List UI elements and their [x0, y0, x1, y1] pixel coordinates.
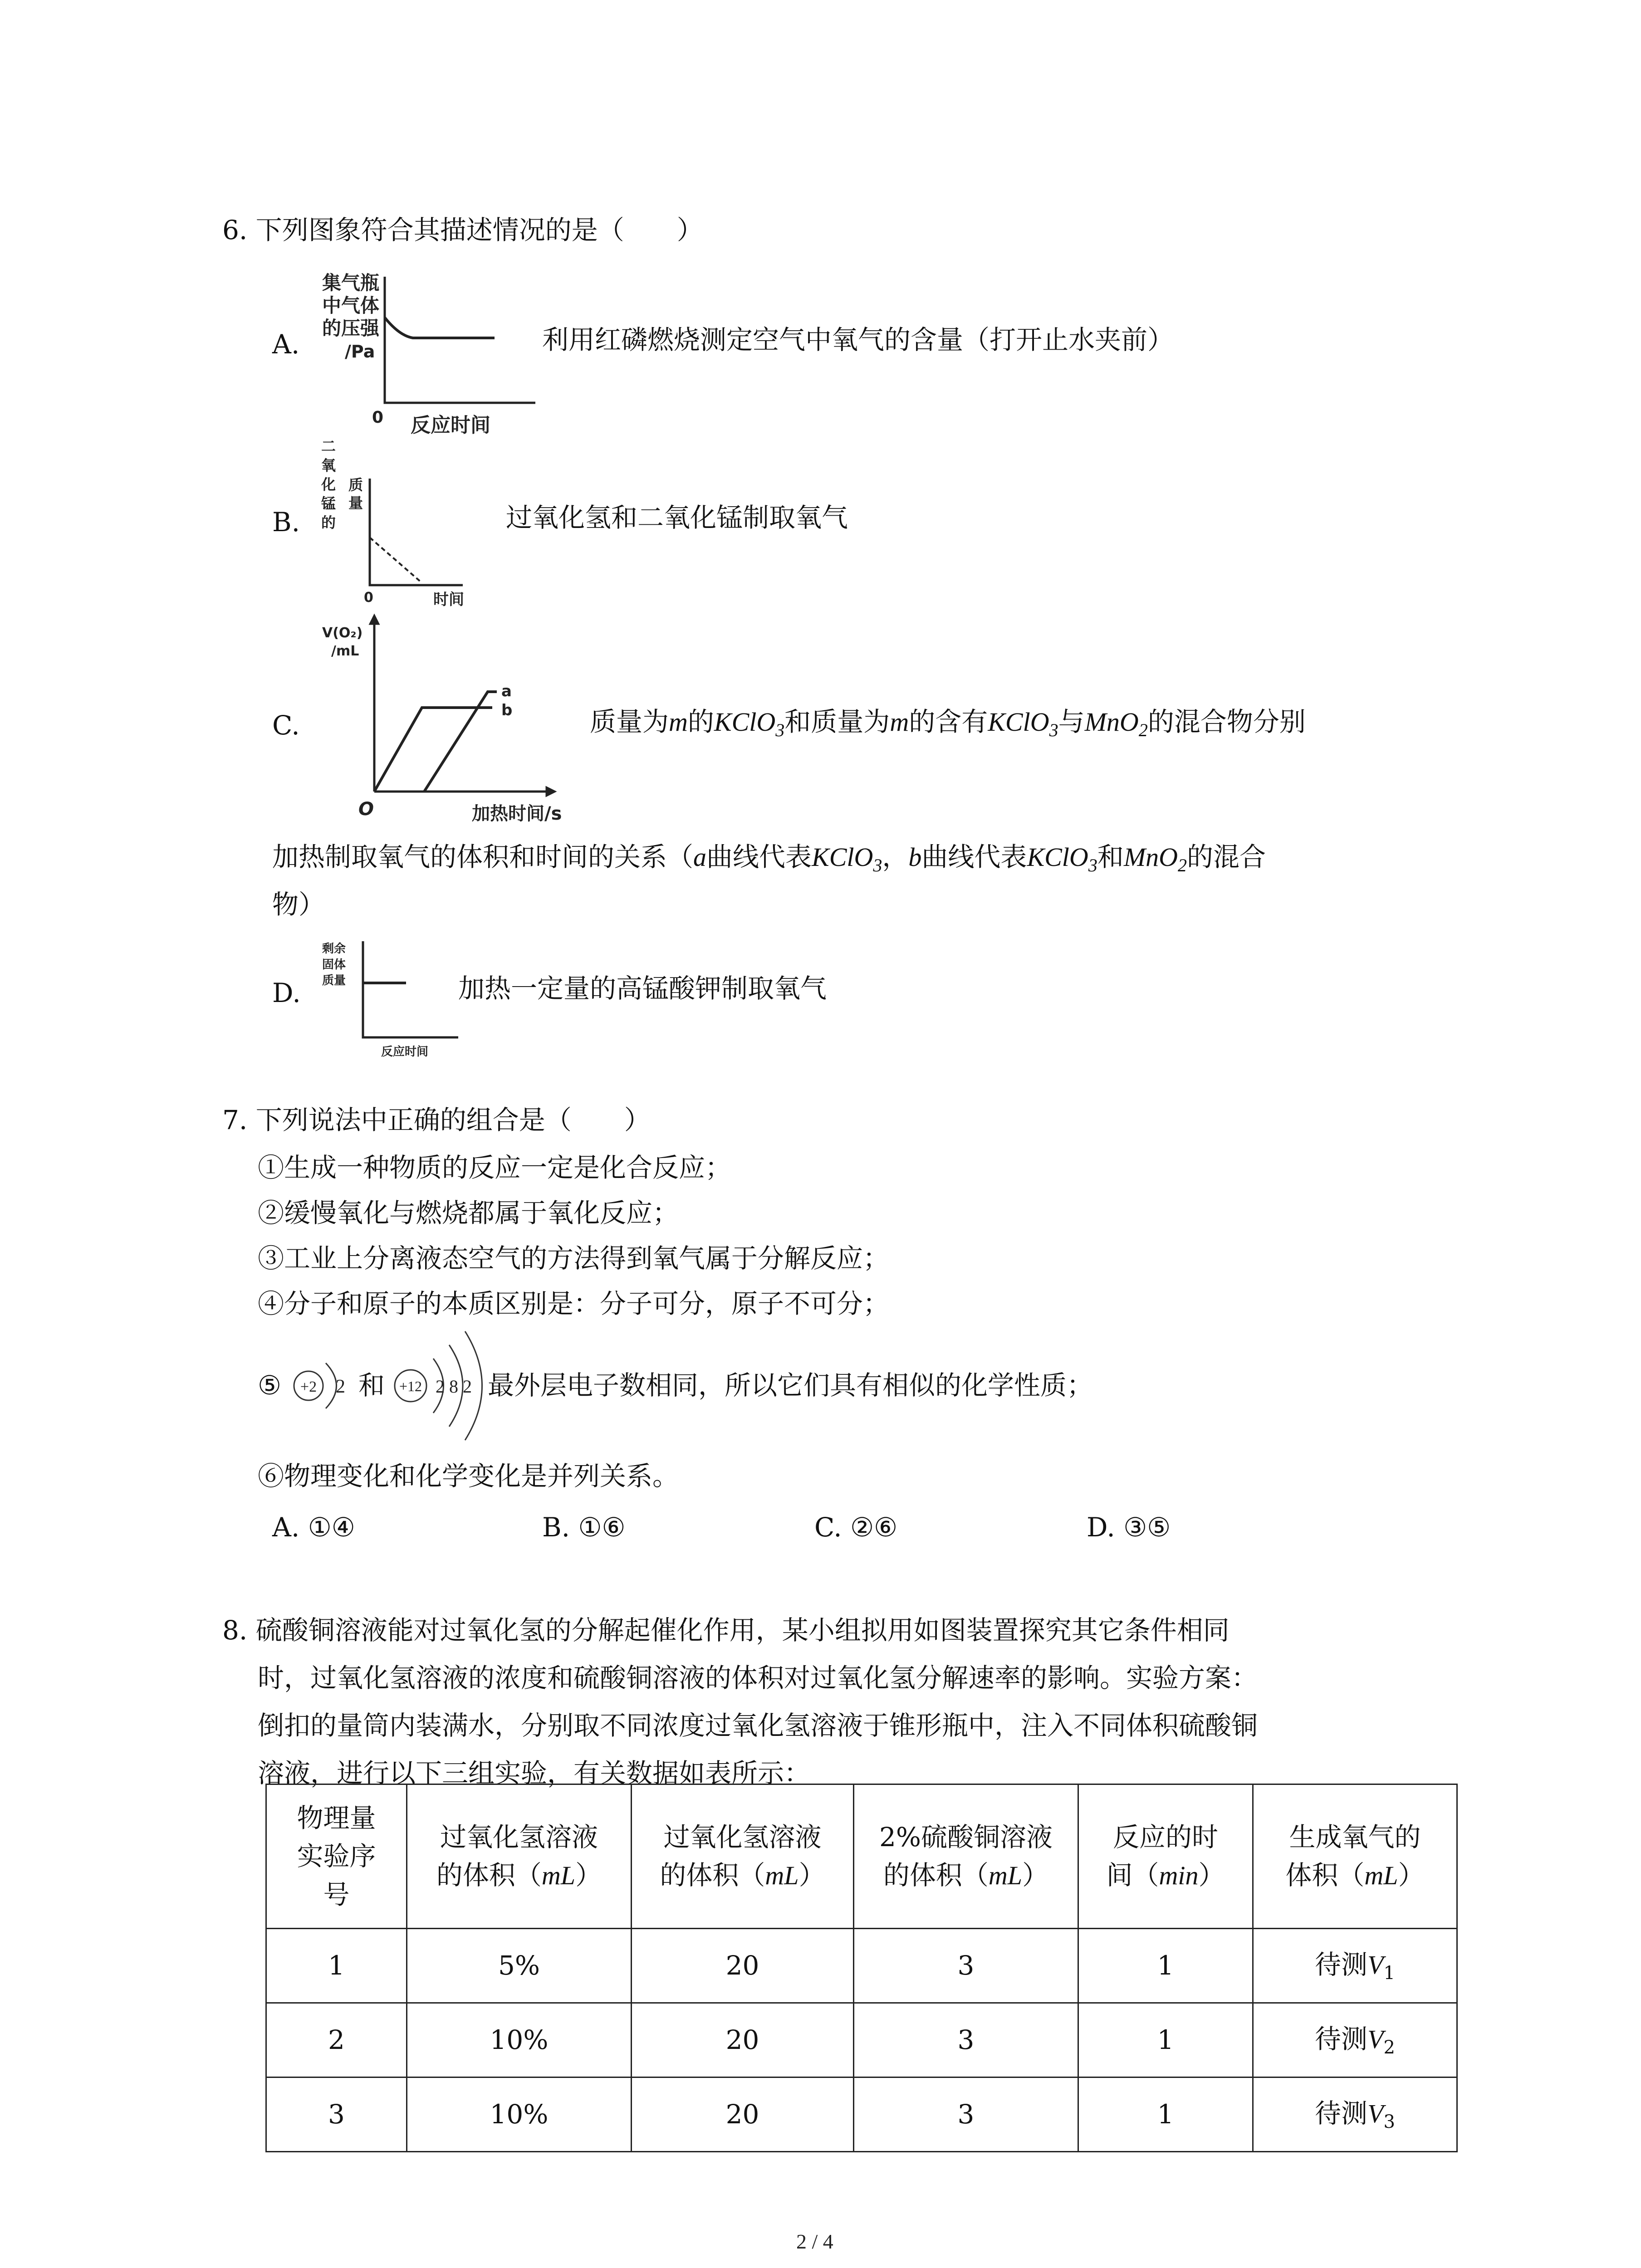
q6-option-c-letter: C.: [272, 710, 300, 741]
q7-item-5-prefix: ⑤: [258, 1370, 281, 1401]
graph-a-ylabel-1: 集气瓶: [322, 272, 380, 294]
q7-item-1: ①生成一种物质的反应一定是化合反应；: [258, 1152, 732, 1183]
helium-electron-shell: 2: [336, 1376, 345, 1397]
helium-nucleus-charge: +2: [300, 1378, 317, 1395]
graph-b-ylabel-1: 二: [321, 438, 336, 455]
graph-d-xlabel: 反应时间: [381, 1045, 429, 1059]
q6-option-c-text-line3: 物）: [272, 889, 325, 920]
row-2-cuso4-volume: 3: [854, 2003, 1078, 2077]
table-row: [266, 2077, 1457, 2152]
helium-atom-diagram: [290, 1352, 363, 1420]
q7-item-6: ⑥物理变化和化学变化是并列关系。: [258, 1461, 679, 1491]
q8-line-3: 倒扣的量筒内装满水，分别取不同浓度过氧化氢溶液于锥形瓶中，注入不同体积硫酸铜: [258, 1710, 1258, 1741]
table-row: [266, 1929, 1457, 2003]
graph-b-curve: [370, 538, 422, 583]
q6-option-c-text-line2: 加热制取氧气的体积和时间的关系（a曲线代表KClO$_3$，b曲线代表KClO$_3$和MnO$_2$的混合: [272, 841, 1266, 875]
graph-c-series-b: b: [501, 701, 513, 719]
q8-line-2: 时，过氧化氢溶液的浓度和硫酸铜溶液的体积对过氧化氢分解速率的影响。实验方案：: [258, 1662, 1258, 1693]
graph-b-ylabel-2: 氧: [321, 457, 336, 474]
graph-d-ylabel-1: 剩余: [322, 942, 346, 956]
q7-item-4: ④分子和原子的本质区别是：分子可分，原子不可分；: [258, 1288, 890, 1319]
graph-a-ylabel-2: 中气体: [322, 294, 380, 317]
row-2-oxygen-volume: 待测$V_2$: [1253, 2003, 1457, 2077]
row-1-oxygen-volume: 待测$V_1$: [1253, 1929, 1457, 2003]
row-2-h2o2-volume: 20: [632, 2003, 854, 2077]
header-cell-cuso4-volume: 2%硫酸铜溶液 的体积（mL）: [854, 1784, 1078, 1929]
row-1-time: 1: [1078, 1929, 1253, 2003]
magnesium-electron-shells: 2 8 2: [436, 1376, 472, 1397]
q7-option-d: D. ③⑤: [1087, 1512, 1171, 1543]
header-cell-h2o2-concentration: 过氧化氢溶液 的体积（mL）: [407, 1784, 632, 1929]
graph-d-axes: [363, 941, 458, 1037]
graph-d-ylabel-2: 固体: [322, 958, 346, 972]
graph-c-ylabel-2: /mL: [331, 643, 359, 659]
row-2-number: 2: [266, 2003, 407, 2077]
graph-b-ylabel-3: 化: [321, 476, 336, 493]
row-3-oxygen-volume: 待测$V_3$: [1253, 2077, 1457, 2152]
graph-c-series-a: a: [501, 682, 512, 700]
row-2-concentration: 10%: [407, 2003, 632, 2077]
graph-b-origin: 0: [364, 590, 373, 606]
row-3-number: 3: [266, 2077, 407, 2152]
q7-item-5-text: 最外层电子数相同，所以它们具有相似的化学性质；: [488, 1370, 1093, 1401]
graph-b-axes: [370, 479, 463, 585]
residual-solid-mass-graph: [313, 932, 467, 1059]
header-cell-oxygen-volume: 生成氧气的 体积（mL）: [1253, 1784, 1457, 1929]
q6-option-a-text: 利用红磷燃烧测定空气中氧气的含量（打开止水夹前）: [542, 324, 1174, 355]
graph-c-xlabel: 加热时间/s: [472, 803, 562, 824]
q6-stem: 6. 下列图象符合其描述情况的是（ ）: [222, 215, 703, 245]
q7-item-2: ②缓慢氧化与燃烧都属于氧化反应；: [258, 1198, 679, 1228]
magnesium-nucleus-charge: +12: [399, 1378, 422, 1394]
row-2-time: 1: [1078, 2003, 1253, 2077]
q7-item-5-and: 和: [358, 1370, 385, 1401]
graph-b-ylabel2-1: 质: [348, 476, 363, 494]
q7-stem: 7. 下列说法中正确的组合是（ ）: [222, 1105, 651, 1135]
graph-a-ylabel-3: 的压强: [322, 317, 380, 339]
row-1-h2o2-volume: 20: [632, 1929, 854, 2003]
graph-c-ylabel-1: V(O₂): [322, 625, 363, 641]
q6-option-b-letter: B.: [272, 507, 300, 538]
oxygen-volume-graph: [313, 610, 567, 828]
row-1-concentration: 5%: [407, 1929, 632, 2003]
graph-b-ylabel2-2: 量: [348, 494, 363, 512]
row-1-cuso4-volume: 3: [854, 1929, 1078, 2003]
q8-line-1: 8. 硫酸铜溶液能对过氧化氢的分解起催化作用，某小组拟用如图装置探究其它条件相同: [222, 1615, 1230, 1646]
header-cell-h2o2-volume: 过氧化氢溶液 的体积（mL）: [632, 1784, 854, 1929]
graph-a-axes: [385, 277, 535, 403]
row-3-h2o2-volume: 20: [632, 2077, 854, 2152]
q7-option-a: A. ①④: [272, 1512, 355, 1543]
graph-b-xlabel: 时间: [433, 591, 464, 608]
graph-b-ylabel-4: 锰: [321, 495, 336, 512]
graph-a-ylabel-4: /Pa: [345, 342, 375, 362]
table-header-row: [266, 1784, 1457, 1929]
q6-option-d-letter: D.: [272, 978, 301, 1008]
row-3-concentration: 10%: [407, 2077, 632, 2152]
q6-option-c-text-line1: 质量为m的KClO$_3$和质量为m的含有KClO$_3$与MnO$_2$的混合物分别: [590, 706, 1306, 740]
graph-a-curve: [385, 318, 495, 338]
experiment-data-table: [265, 1784, 1458, 2152]
table-row: [266, 2003, 1457, 2077]
magnesium-atom-diagram: [390, 1327, 495, 1447]
graph-b-ylabel-5: 的: [321, 514, 336, 531]
pressure-graph: [313, 268, 549, 440]
row-1-number: 1: [266, 1929, 407, 2003]
q7-option-c: C. ②⑥: [814, 1512, 898, 1543]
graph-d-ylabel-3: 质量: [322, 974, 346, 987]
mno2-mass-graph: [313, 438, 485, 608]
q8-line-4: 溶液，进行以下三组实验，有关数据如表所示：: [258, 1758, 811, 1789]
q7-item-3: ③工业上分离液态空气的方法得到氧气属于分解反应；: [258, 1243, 890, 1274]
q6-option-d-text: 加热一定量的高锰酸钾制取氧气: [458, 973, 827, 1004]
q6-option-a-letter: A.: [272, 329, 300, 360]
graph-c-origin: O: [358, 799, 374, 820]
q6-option-b-text: 过氧化氢和二氧化锰制取氧气: [506, 502, 848, 533]
row-3-cuso4-volume: 3: [854, 2077, 1078, 2152]
header-cell-experiment-no: 物理量 实验序 号: [266, 1784, 407, 1929]
page-number: 2 / 4: [796, 2230, 833, 2253]
graph-a-origin: 0: [372, 408, 384, 427]
graph-a-xlabel: 反应时间: [411, 414, 490, 437]
header-cell-reaction-time: 反应的时 间（min）: [1078, 1784, 1253, 1929]
q7-option-b: B. ①⑥: [542, 1512, 626, 1543]
row-3-time: 1: [1078, 2077, 1253, 2152]
